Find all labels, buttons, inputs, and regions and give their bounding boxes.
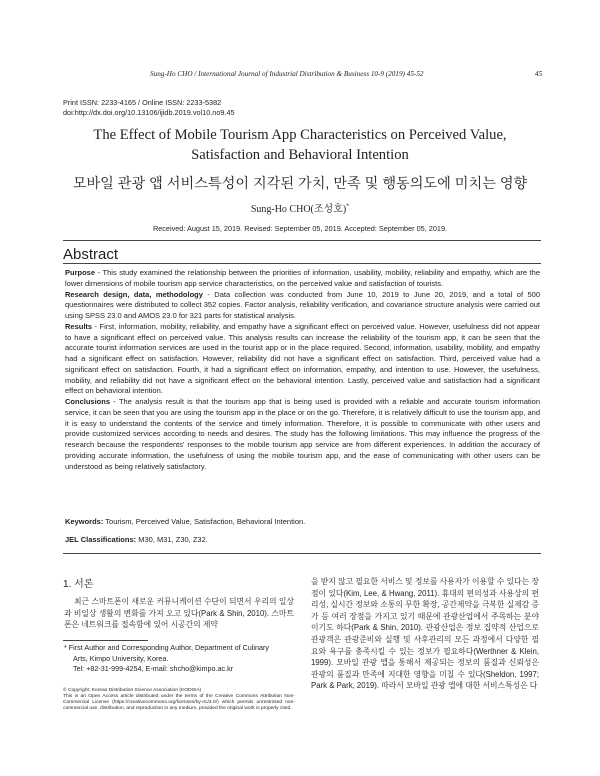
issn-line: Print ISSN: 2233-4165 / Online ISSN: 2233-5382 [63, 98, 222, 107]
abstract-design [65, 290, 540, 322]
doi-line: doi:http://dx.doi.org/10.13106/ijidb.2019.vol10.no9.45 [63, 107, 235, 117]
keywords-text: Tourism, Perceived Value, Satisfaction, Behavioral Intention. [103, 517, 306, 526]
abstract-body [65, 268, 540, 472]
conclusions-label: Conclusions [65, 397, 111, 406]
abstract-heading: Abstract [63, 246, 119, 263]
author-line [40, 200, 560, 215]
intro-paragraph-left: 최근 스마트폰이 새로운 커뮤니케이션 수단이 되면서 우리의 일상과 비일상 생활의 변화를 가져 오고 있다(Park & Shin, 2010). 스마트폰은 네트워크를 접속함에 있어 시공간의 제약 [64, 597, 294, 630]
footnote-line-1: * First Author and Corresponding Author, Department of Culinary [64, 643, 269, 652]
abstract-conclusions [65, 397, 540, 472]
divider-top [63, 240, 541, 241]
jel-text: M30, M31, Z30, Z32. [136, 535, 208, 544]
abstract-results [65, 322, 540, 397]
divider-abstract [63, 263, 541, 264]
paper-title-en [40, 125, 560, 165]
footnote [64, 643, 294, 675]
title-line-1: The Effect of Mobile Tourism App Characteristics on Perceived Value, [93, 127, 507, 143]
results-text: - First, information, mobility, reliability, and empathy have a significant effect on perceived value. However, usefulness did not appear to have a significant effect on perceived value. This analysis results can increase the reliability of the tourism app, it can be seen that the accurate tourist information services are used in the tourist app or in the place required. Second, information, usability, mobility, and empathy had a significant effect on satisfaction. However, reliability did not have a significant effect on satisfaction. Third, perceived value had a significant effect on satisfaction. Fourth, it had a significant effect on information, empathy, and intention to use. However, the usefulness, mobility, and reliability did not have a significant effect on the behavioral intention. Lastly, perceived value and satisfaction had a significant effect on behavioral intention. [65, 321, 540, 396]
jel-classifications [65, 535, 540, 544]
abstract-purpose [65, 268, 540, 290]
results-label: Results [65, 321, 93, 331]
divider-bottom [63, 553, 541, 554]
footnote-rule [63, 640, 148, 641]
received-dates: Received: August 15, 2019. Revised: September 05, 2019. Accepted: September 05, 2019. [152, 224, 448, 233]
copyright-notice [63, 688, 295, 712]
issn-block [63, 98, 235, 117]
footnote-line-3: Tel: +82-31-999-4254, E-mail: shcho@kimpo.ac.kr [73, 664, 234, 673]
footnote-line-2: Arts, Kimpo University, Korea. [73, 653, 169, 663]
keywords [65, 517, 540, 526]
title-line-2: Satisfaction and Behavioral Intention [191, 147, 409, 163]
left-column [64, 596, 294, 631]
section-title: 1. 서론 [63, 579, 94, 590]
purpose-label: Purpose [65, 268, 96, 277]
keywords-label: Keywords: [65, 517, 104, 526]
author-mark: * [346, 203, 350, 210]
page-number: 45 [535, 70, 543, 78]
paper-title-ko: 모바일 관광 앱 서비스특성이 지각된 가치, 만족 및 행동의도에 미치는 영향 [72, 176, 528, 192]
jel-label: JEL Classifications: [65, 535, 137, 544]
purpose-text: - This study examined the relationship between the priorities of information, usability, mobility, reliability and empathy, which are the lower dimensions of mobile tourism app service characteristics, on the perceived value and satisfaction of tourists. [65, 268, 540, 288]
running-head-text: Sung-Ho CHO / International Journal of Industrial Distribution & Business 10-9 (2019) 45-52 [150, 70, 424, 78]
intro-paragraph-right: 을 받지 않고 필요한 서비스 및 정보를 사용자가 이용할 수 있다는 장점이 있다(Kim, Lee, & Hwang, 2011). 휴대의 편의성과 사용상의 편리성, 실시간 정보와 소통의 무한 확장, 공간제약을 극복한 실제감 증가 등 여러 장점을 가지고 있기 때문에 관광산업에서 주목하는 분야이기도 하다(Park & Shin, 2010). 관광산업은 정보 집약적 산업으로 관광객은 관광준비와 실행 및 사후관리의 모든 과정에서 다양한 필요와 욕구를 충족시킬 수 있는 정보가 필요하다(Werthner & Klein, 1999). 모바일 관광 앱을 통해서 제공되는 정보의 품질과 신뢰성은 관광의 품질과 만족에 지대한 영향을 미칠 수 있다(Sheldon, 1997; Park & Park, 2019). 따라서 모바일 관광 앱에 대한 서비스특성은 다 [311, 577, 539, 691]
right-column [311, 576, 539, 692]
design-text: - Data collection was conducted from June 10, 2019 to June 20, 2019, and a total of 500 questionnaires were distributed to collect 352 copies. Factor analysis, reliability verification, and covariance structure analysis were carried out using SPSS 23.0 and AMOS 23.0 for 321 parts for statistical analysis. [65, 289, 540, 320]
copyright-line: © Copyright: Korean Distribution Science Association (KODISA) [63, 688, 202, 693]
conclusions-text: - The analysis result is that the tourism app that is being used is provided with a reliable and accurate tourism information service, it can be seen that you are using the tourism app in the place or on the go. Therefore, it is relatively difficult to use the tourism app, and it is easy to understand the contents of the service and timely information. Therefore, it is possible to communicate with other users and provide customized services according to needs and desires. The study has the following limitations. This may influence the progress of the research because the respondents' responses to the mobile tourism app service are from different experiences. In addition the accuracy of providing accurate information, the usefulness of using the mobile tourism app, and the ease of communicating with other users can be understood as being relatively satisfactory. [65, 397, 540, 471]
design-label: Research design, data, methodology [65, 289, 203, 299]
author-name: Sung-Ho CHO(조성호) [250, 204, 347, 215]
license-text: This is an Open Access article distributed under the terms of the Creative Commons Attribution Non-Commercial License (https://creativecommons.org/licenses/by-nc/4.0/) which permits unrestricted non-commercial use, distribution, and reproduction in any medium, provided the original work is properly cited. [63, 694, 295, 712]
